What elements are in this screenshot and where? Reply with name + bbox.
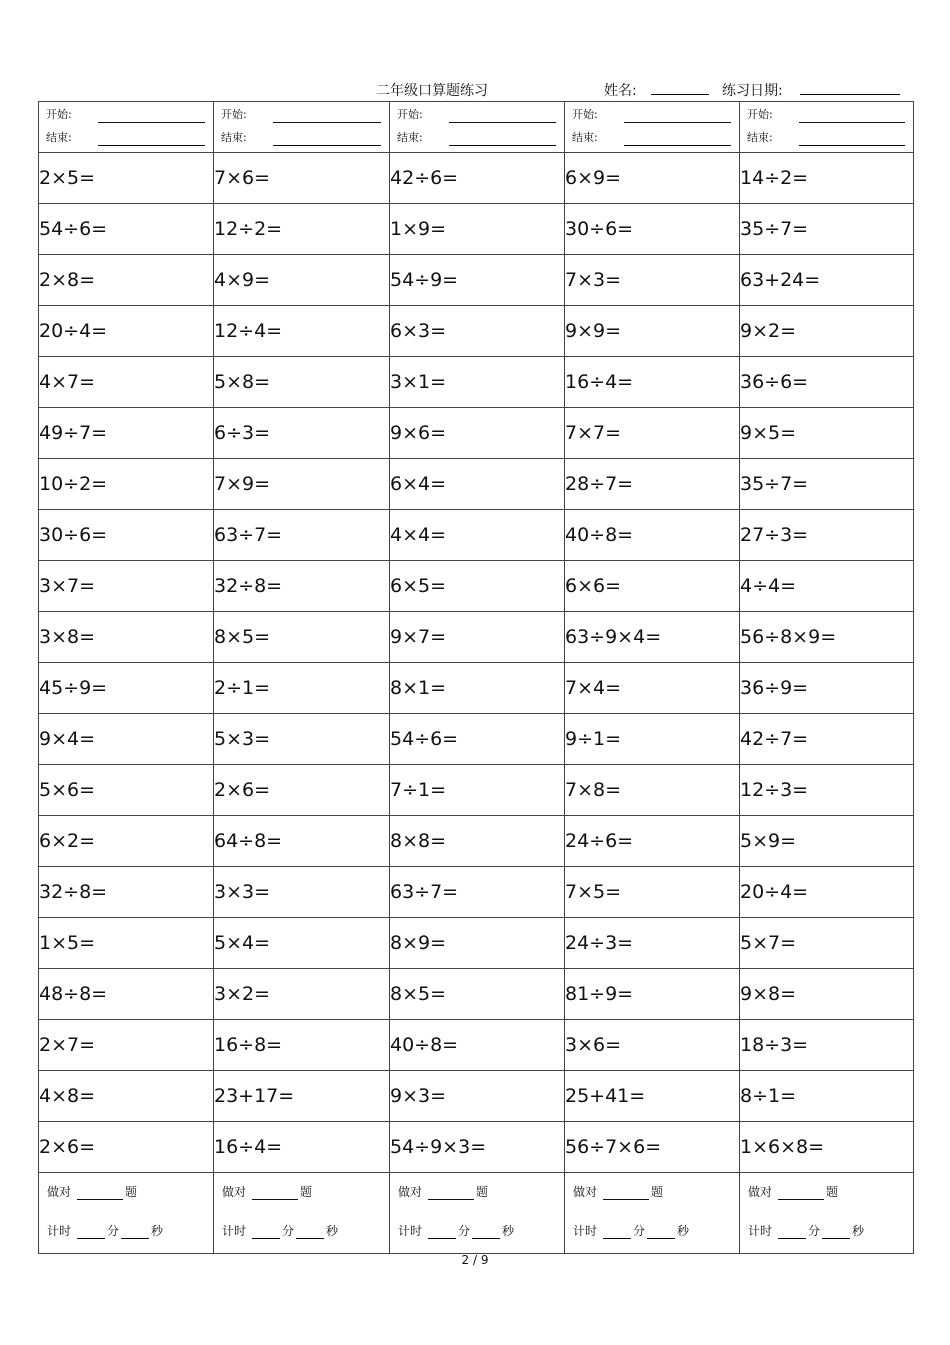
start-time-line bbox=[572, 105, 731, 123]
problem-cell: 23+17= bbox=[214, 1071, 390, 1122]
problem-cell: 5×7= bbox=[740, 918, 914, 969]
problem-cell: 54÷9×3= bbox=[390, 1122, 565, 1173]
problem-row bbox=[39, 1020, 914, 1071]
problem-row bbox=[39, 1122, 914, 1173]
name-blank bbox=[651, 80, 709, 95]
second-unit: 秒 bbox=[852, 1224, 865, 1238]
problem-cell: 81÷9= bbox=[565, 969, 740, 1020]
problem-row bbox=[39, 663, 914, 714]
problem-cell: 36÷9= bbox=[740, 663, 914, 714]
score-cell bbox=[39, 1173, 214, 1254]
problem-cell: 18÷3= bbox=[740, 1020, 914, 1071]
problem-cell: 7×7= bbox=[565, 408, 740, 459]
problem-cell: 7×3= bbox=[565, 255, 740, 306]
problem-cell: 54÷6= bbox=[39, 204, 214, 255]
minute-blank bbox=[252, 1226, 280, 1239]
timer-label: 计时 bbox=[398, 1224, 423, 1238]
problem-cell: 48÷8= bbox=[39, 969, 214, 1020]
second-unit: 秒 bbox=[326, 1224, 339, 1238]
time-box bbox=[740, 102, 913, 152]
end-time-line bbox=[397, 128, 556, 146]
start-blank bbox=[799, 122, 905, 123]
problem-cell: 9×6= bbox=[390, 408, 565, 459]
end-label: 结束: bbox=[572, 131, 598, 144]
problem-cell: 3×6= bbox=[565, 1020, 740, 1071]
problem-cell: 7×9= bbox=[214, 459, 390, 510]
start-time-line bbox=[397, 105, 556, 123]
problem-cell: 2×6= bbox=[214, 765, 390, 816]
problem-cell: 4÷4= bbox=[740, 561, 914, 612]
problem-table bbox=[38, 101, 914, 1254]
end-blank bbox=[624, 145, 731, 146]
problem-cell: 16÷4= bbox=[565, 357, 740, 408]
correct-count-line bbox=[748, 1183, 838, 1200]
date-field bbox=[722, 80, 783, 100]
problem-cell: 9×4= bbox=[39, 714, 214, 765]
problem-cell: 1×9= bbox=[390, 204, 565, 255]
timer-label: 计时 bbox=[47, 1224, 72, 1238]
problem-cell: 20÷4= bbox=[39, 306, 214, 357]
problem-cell: 5×6= bbox=[39, 765, 214, 816]
time-header-cell bbox=[565, 102, 740, 153]
problem-cell: 7×8= bbox=[565, 765, 740, 816]
problem-cell: 7×6= bbox=[214, 153, 390, 204]
problem-cell: 40÷8= bbox=[390, 1020, 565, 1071]
problem-cell: 9×9= bbox=[565, 306, 740, 357]
end-blank bbox=[273, 145, 381, 146]
problem-cell: 35÷7= bbox=[740, 459, 914, 510]
problem-row bbox=[39, 816, 914, 867]
start-time-line bbox=[747, 105, 905, 123]
problem-cell: 8×8= bbox=[390, 816, 565, 867]
problem-cell: 24÷3= bbox=[565, 918, 740, 969]
problem-cell: 8×1= bbox=[390, 663, 565, 714]
minute-blank bbox=[428, 1226, 456, 1239]
problem-cell: 6×5= bbox=[390, 561, 565, 612]
problem-row bbox=[39, 459, 914, 510]
problem-row bbox=[39, 867, 914, 918]
problem-cell: 27÷3= bbox=[740, 510, 914, 561]
correct-count-line bbox=[222, 1183, 312, 1200]
problem-cell: 63+24= bbox=[740, 255, 914, 306]
problem-cell: 12÷2= bbox=[214, 204, 390, 255]
problem-row bbox=[39, 306, 914, 357]
problem-cell: 54÷6= bbox=[390, 714, 565, 765]
problem-cell: 8×9= bbox=[390, 918, 565, 969]
score-cell bbox=[390, 1173, 565, 1254]
problem-cell: 64÷8= bbox=[214, 816, 390, 867]
problem-cell: 42÷7= bbox=[740, 714, 914, 765]
problem-cell: 30÷6= bbox=[39, 510, 214, 561]
problem-cell: 9×2= bbox=[740, 306, 914, 357]
correct-blank bbox=[77, 1187, 123, 1200]
correct-label: 做对 bbox=[748, 1185, 773, 1199]
end-label: 结束: bbox=[46, 131, 72, 144]
problem-row bbox=[39, 561, 914, 612]
problem-cell: 6×3= bbox=[390, 306, 565, 357]
problem-row bbox=[39, 765, 914, 816]
problem-cell: 7×5= bbox=[565, 867, 740, 918]
start-label: 开始: bbox=[397, 108, 423, 121]
minute-unit: 分 bbox=[282, 1224, 295, 1238]
time-box bbox=[214, 102, 389, 152]
end-label: 结束: bbox=[221, 131, 247, 144]
timer-label: 计时 bbox=[222, 1224, 247, 1238]
problem-cell: 6÷3= bbox=[214, 408, 390, 459]
second-unit: 秒 bbox=[502, 1224, 515, 1238]
problem-cell: 8×5= bbox=[390, 969, 565, 1020]
problem-cell: 9×7= bbox=[390, 612, 565, 663]
end-time-line bbox=[46, 128, 205, 146]
timer-line bbox=[222, 1222, 338, 1239]
name-label: 姓名: bbox=[604, 83, 637, 99]
timer-line bbox=[748, 1222, 864, 1239]
end-time-line bbox=[747, 128, 905, 146]
start-label: 开始: bbox=[572, 108, 598, 121]
problem-cell: 16÷4= bbox=[214, 1122, 390, 1173]
problem-cell: 54÷9= bbox=[390, 255, 565, 306]
date-label: 练习日期: bbox=[722, 83, 783, 99]
name-field bbox=[604, 80, 637, 100]
end-label: 结束: bbox=[747, 131, 773, 144]
timer-label: 计时 bbox=[748, 1224, 773, 1238]
start-blank bbox=[273, 122, 381, 123]
score-footer-row bbox=[39, 1173, 914, 1254]
timer-line bbox=[47, 1222, 163, 1239]
minute-unit: 分 bbox=[107, 1224, 120, 1238]
problem-cell: 45÷9= bbox=[39, 663, 214, 714]
problem-cell: 49÷7= bbox=[39, 408, 214, 459]
correct-count-line bbox=[398, 1183, 488, 1200]
start-blank bbox=[449, 122, 556, 123]
question-unit: 题 bbox=[300, 1185, 313, 1199]
minute-blank bbox=[77, 1226, 105, 1239]
correct-label: 做对 bbox=[222, 1185, 247, 1199]
problem-cell: 2÷1= bbox=[214, 663, 390, 714]
problem-cell: 30÷6= bbox=[565, 204, 740, 255]
date-blank bbox=[800, 80, 900, 95]
minute-blank bbox=[778, 1226, 806, 1239]
problem-row bbox=[39, 153, 914, 204]
question-unit: 题 bbox=[125, 1185, 138, 1199]
problem-cell: 2×7= bbox=[39, 1020, 214, 1071]
second-blank bbox=[296, 1226, 324, 1239]
second-blank bbox=[822, 1226, 850, 1239]
problem-cell: 5×4= bbox=[214, 918, 390, 969]
score-box bbox=[214, 1173, 389, 1253]
problem-cell: 3×2= bbox=[214, 969, 390, 1020]
problem-cell: 56÷7×6= bbox=[565, 1122, 740, 1173]
problem-cell: 9÷1= bbox=[565, 714, 740, 765]
time-header-cell bbox=[39, 102, 214, 153]
problem-cell: 4×4= bbox=[390, 510, 565, 561]
worksheet-header bbox=[0, 78, 950, 102]
problem-cell: 7×4= bbox=[565, 663, 740, 714]
time-box bbox=[565, 102, 739, 152]
correct-blank bbox=[428, 1187, 474, 1200]
problem-cell: 6×9= bbox=[565, 153, 740, 204]
worksheet-title: 二年级口算题练习 bbox=[376, 83, 488, 99]
problem-cell: 9×3= bbox=[390, 1071, 565, 1122]
problem-row bbox=[39, 408, 914, 459]
correct-count-line bbox=[47, 1183, 137, 1200]
question-unit: 题 bbox=[476, 1185, 489, 1199]
problem-cell: 8×5= bbox=[214, 612, 390, 663]
problem-cell: 9×8= bbox=[740, 969, 914, 1020]
problem-cell: 3×3= bbox=[214, 867, 390, 918]
problem-cell: 3×8= bbox=[39, 612, 214, 663]
end-time-line bbox=[221, 128, 381, 146]
score-cell bbox=[565, 1173, 740, 1254]
score-box bbox=[39, 1173, 213, 1253]
problem-row bbox=[39, 612, 914, 663]
problem-cell: 63÷7= bbox=[214, 510, 390, 561]
end-label: 结束: bbox=[397, 131, 423, 144]
problem-cell: 6×4= bbox=[390, 459, 565, 510]
problem-cell: 12÷4= bbox=[214, 306, 390, 357]
problem-cell: 4×9= bbox=[214, 255, 390, 306]
correct-count-line bbox=[573, 1183, 663, 1200]
problem-cell: 3×7= bbox=[39, 561, 214, 612]
score-box bbox=[740, 1173, 913, 1253]
problem-cell: 40÷8= bbox=[565, 510, 740, 561]
correct-blank bbox=[778, 1187, 824, 1200]
problem-cell: 10÷2= bbox=[39, 459, 214, 510]
problem-cell: 3×1= bbox=[390, 357, 565, 408]
score-cell bbox=[214, 1173, 390, 1254]
end-blank bbox=[98, 145, 205, 146]
problem-cell: 63÷9×4= bbox=[565, 612, 740, 663]
problem-cell: 63÷7= bbox=[390, 867, 565, 918]
minute-unit: 分 bbox=[633, 1224, 646, 1238]
correct-label: 做对 bbox=[47, 1185, 72, 1199]
correct-blank bbox=[603, 1187, 649, 1200]
problem-cell: 24÷6= bbox=[565, 816, 740, 867]
problem-cell: 5×9= bbox=[740, 816, 914, 867]
problem-cell: 16÷8= bbox=[214, 1020, 390, 1071]
problem-cell: 14÷2= bbox=[740, 153, 914, 204]
problem-cell: 32÷8= bbox=[214, 561, 390, 612]
problem-cell: 56÷8×9= bbox=[740, 612, 914, 663]
second-blank bbox=[121, 1226, 149, 1239]
score-box bbox=[565, 1173, 739, 1253]
problem-cell: 35÷7= bbox=[740, 204, 914, 255]
problem-row bbox=[39, 969, 914, 1020]
time-box bbox=[390, 102, 564, 152]
problem-cell: 5×3= bbox=[214, 714, 390, 765]
problem-cell: 42÷6= bbox=[390, 153, 565, 204]
question-unit: 题 bbox=[651, 1185, 664, 1199]
problem-cell: 20÷4= bbox=[740, 867, 914, 918]
problem-row bbox=[39, 714, 914, 765]
end-blank bbox=[449, 145, 556, 146]
correct-blank bbox=[252, 1187, 298, 1200]
problem-row bbox=[39, 255, 914, 306]
timer-label: 计时 bbox=[573, 1224, 598, 1238]
start-blank bbox=[98, 122, 205, 123]
start-label: 开始: bbox=[221, 108, 247, 121]
problem-cell: 4×7= bbox=[39, 357, 214, 408]
time-header-cell bbox=[740, 102, 914, 153]
second-blank bbox=[472, 1226, 500, 1239]
score-box bbox=[390, 1173, 564, 1253]
end-time-line bbox=[572, 128, 731, 146]
second-blank bbox=[647, 1226, 675, 1239]
problem-cell: 6×2= bbox=[39, 816, 214, 867]
problem-row bbox=[39, 204, 914, 255]
problem-cell: 2×5= bbox=[39, 153, 214, 204]
problem-row bbox=[39, 1071, 914, 1122]
minute-unit: 分 bbox=[808, 1224, 821, 1238]
problem-cell: 9×5= bbox=[740, 408, 914, 459]
second-unit: 秒 bbox=[151, 1224, 164, 1238]
question-unit: 题 bbox=[826, 1185, 839, 1199]
start-label: 开始: bbox=[46, 108, 72, 121]
minute-unit: 分 bbox=[458, 1224, 471, 1238]
timer-line bbox=[573, 1222, 689, 1239]
start-blank bbox=[624, 122, 731, 123]
end-blank bbox=[799, 145, 905, 146]
timer-line bbox=[398, 1222, 514, 1239]
problem-row bbox=[39, 510, 914, 561]
problem-cell: 4×8= bbox=[39, 1071, 214, 1122]
problem-cell: 8÷1= bbox=[740, 1071, 914, 1122]
time-box bbox=[39, 102, 213, 152]
time-header-row bbox=[39, 102, 914, 153]
problem-row bbox=[39, 918, 914, 969]
problem-cell: 25+41= bbox=[565, 1071, 740, 1122]
problem-cell: 32÷8= bbox=[39, 867, 214, 918]
correct-label: 做对 bbox=[573, 1185, 598, 1199]
time-header-cell bbox=[390, 102, 565, 153]
start-label: 开始: bbox=[747, 108, 773, 121]
problem-cell: 28÷7= bbox=[565, 459, 740, 510]
problem-cell: 2×6= bbox=[39, 1122, 214, 1173]
minute-blank bbox=[603, 1226, 631, 1239]
problem-cell: 6×6= bbox=[565, 561, 740, 612]
problem-cell: 1×5= bbox=[39, 918, 214, 969]
second-unit: 秒 bbox=[677, 1224, 690, 1238]
problem-cell: 2×8= bbox=[39, 255, 214, 306]
problem-cell: 36÷6= bbox=[740, 357, 914, 408]
problem-cell: 1×6×8= bbox=[740, 1122, 914, 1173]
problem-row bbox=[39, 357, 914, 408]
start-time-line bbox=[221, 105, 381, 123]
problem-cell: 7÷1= bbox=[390, 765, 565, 816]
correct-label: 做对 bbox=[398, 1185, 423, 1199]
page-indicator: 2 / 9 bbox=[461, 1253, 489, 1267]
start-time-line bbox=[46, 105, 205, 123]
problem-cell: 5×8= bbox=[214, 357, 390, 408]
problem-cell: 12÷3= bbox=[740, 765, 914, 816]
score-cell bbox=[740, 1173, 914, 1254]
time-header-cell bbox=[214, 102, 390, 153]
